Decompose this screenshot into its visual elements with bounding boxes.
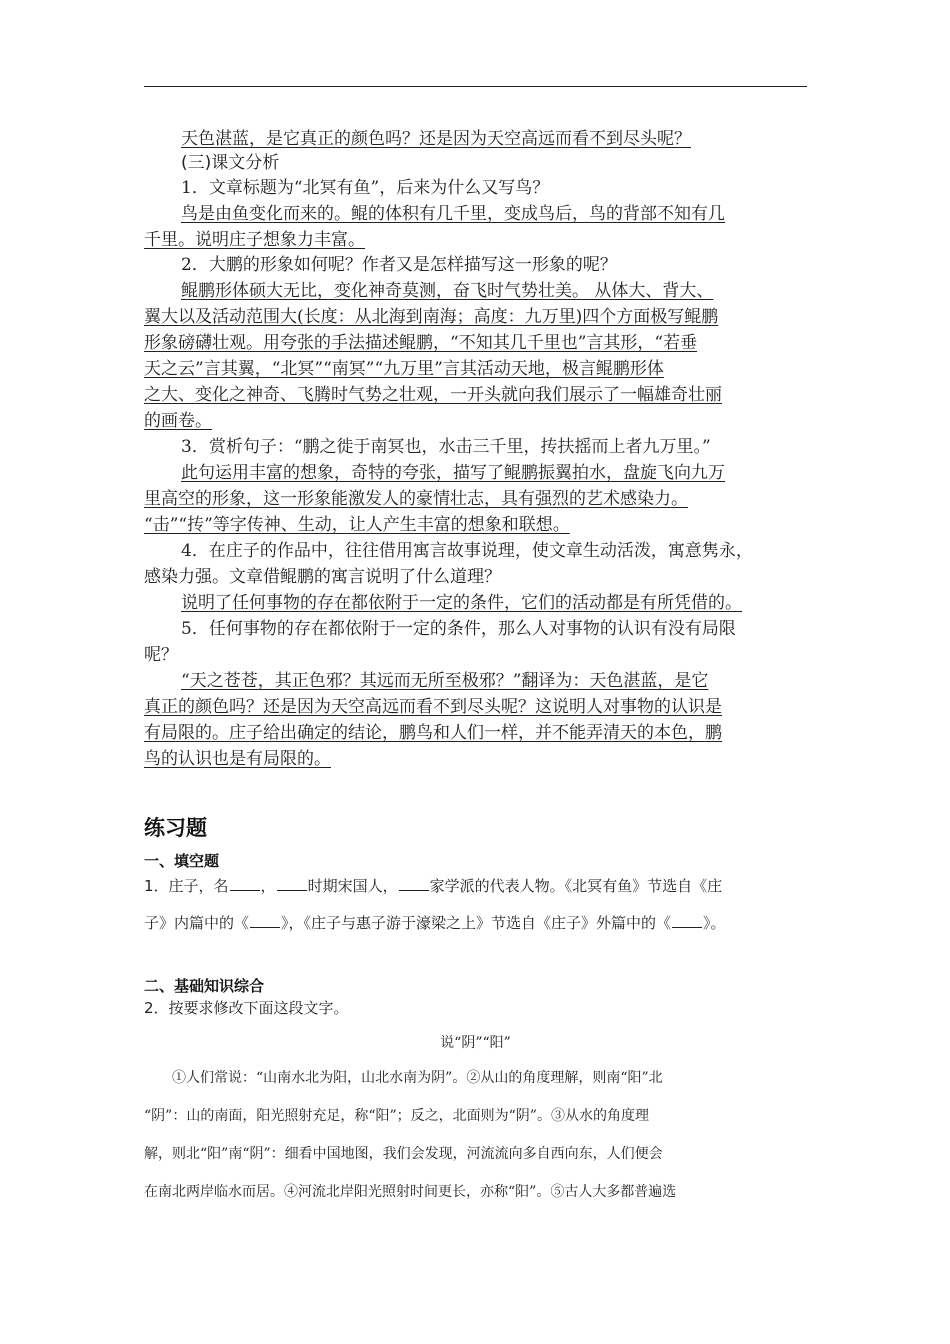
q2-answer-line: 之大、变化之神奇、飞腾时气势之壮观，一开头就向我们展示了一幅雄奇壮丽	[144, 385, 722, 405]
passage-line: “阴”：山的南面，阳光照射充足，称“阳”；反之，北面则为“阴”。③从水的角度理	[144, 1108, 649, 1124]
q5-answer-line: “天之苍苍，其正色邪？其远而无所至极邪？”翻译为：天色湛蓝，是它	[181, 671, 709, 691]
answer-blank[interactable]	[250, 913, 280, 928]
q3-answer-line: 里高空的形象，这一形象能激发人的豪情壮志，具有强烈的艺术感染力。	[144, 489, 688, 509]
q3-answer-line: “击”“抟”等字传神、生动，让人产生丰富的想象和联想。	[144, 515, 570, 535]
q2-answer-line: 鲲鹏形体硕大无比，变化神奇莫测，奋飞时气势壮美。 从体大、背大、	[181, 281, 714, 301]
q5-answer-line: 有局限的。庄子给出确定的结论，鹏鸟和人们一样，并不能弄清天的本色，鹏	[144, 723, 722, 743]
passage-title: 说“阴”“阳”	[440, 1035, 511, 1051]
q5-question-line: 呢？	[144, 645, 178, 665]
answer-blank[interactable]	[399, 876, 429, 891]
q2-answer-line: 翼大以及活动范围大(长度：从北海到南海；高度：九万里)四个方面极写鲲鹏	[144, 307, 719, 327]
q3-question: 3．赏析句子：“鹏之徙于南冥也，水击三千里，抟扶摇而上者九万里。”	[181, 437, 711, 457]
q2-question: 2．大鹏的形象如何呢？作者又是怎样描写这一形象的呢？	[181, 255, 617, 275]
answer-blank[interactable]	[672, 913, 702, 928]
fill-blank-question-line: 1．庄子，名 ， 时期宋国人， 家学派的代表人物。《北冥有鱼》节选自《庄	[144, 877, 723, 895]
q5-answer-line: 鸟的认识也是有局限的。	[144, 749, 331, 769]
fill-blank-question-line: 子》内篇中的《 》，《庄子与惠子游于濠梁之上》节选自《庄子》外篇中的《 》。	[144, 914, 726, 932]
passage-line: 在南北两岸临水而居。④河流北岸阳光照射时间更长，亦称“阳”。⑤古人大多都普遍选	[144, 1184, 677, 1200]
q5-question-line: 5．任何事物的存在都依附于一定的条件，那么人对事物的认识有没有局限	[181, 619, 736, 639]
answer-blank[interactable]	[230, 876, 260, 891]
q1-answer-line: 鸟是由鱼变化而来的。鲲的体积有几千里，变成鸟后，鸟的背部不知有几	[181, 204, 725, 224]
section-title-analysis: (三)课文分析	[181, 153, 280, 173]
header-rule	[144, 86, 807, 87]
practice-title: 练习题	[144, 816, 207, 840]
q1-answer-line: 千里。说明庄子想象力丰富。	[144, 230, 365, 250]
q1-question: 1．文章标题为“北冥有鱼”，后来为什么又写鸟？	[181, 178, 550, 198]
q4-question-line: 4．在庄子的作品中，往往借用寓言故事说理，使文章生动活泼，寓意隽永，	[181, 541, 753, 561]
q2-answer-line: 的画卷。	[144, 411, 212, 431]
continued-answer: 天色湛蓝，是它真正的颜色吗？还是因为天空高远而看不到尽头呢？	[181, 129, 691, 149]
section-title-fill-blank: 一、填空题	[144, 852, 220, 870]
section-title-basic-knowledge: 二、基础知识综合	[144, 977, 265, 995]
answer-blank[interactable]	[277, 876, 307, 891]
passage-line: ①人们常说：“山南水北为阳，山北水南为阴”。②从山的角度理解，则南“阳”北	[172, 1070, 663, 1086]
q2-answer-line: 形象磅礴壮观。用夸张的手法描述鲲鹏，“不知其几千里也”言其形，“若垂	[144, 333, 698, 353]
passage-line: 解，则北“阳”南“阴”：细看中国地图，我们会发现，河流流向多自西向东，人们便会	[144, 1146, 663, 1162]
q4-answer: 说明了任何事物的存在都依附于一定的条件，它们的活动都是有所凭借的。	[181, 593, 742, 613]
q2-answer-line: 天之云”言其翼，“北冥”“南冥”“九万里”言其活动天地，极言鲲鹏形体	[144, 359, 664, 379]
basic-knowledge-question: 2．按要求修改下面这段文字。	[144, 999, 349, 1017]
q3-answer-line: 此句运用丰富的想象，奇特的夸张，描写了鲲鹏振翼拍水，盘旋飞向九万	[181, 463, 725, 483]
q4-question-line: 感染力强。文章借鲲鹏的寓言说明了什么道理？	[144, 567, 501, 587]
q5-answer-line: 真正的颜色吗？还是因为天空高远而看不到尽头呢？这说明人对事物的认识是	[144, 697, 722, 717]
